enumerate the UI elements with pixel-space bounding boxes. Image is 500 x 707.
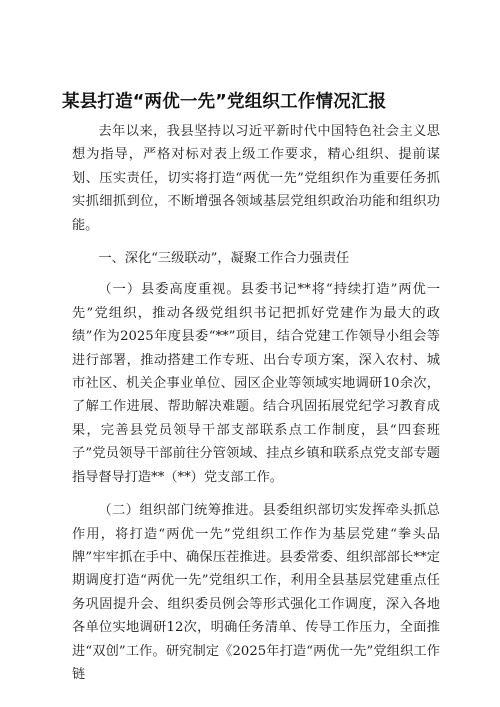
document-title: 某县打造“两优一先”党组织工作情况汇报 [62, 92, 387, 112]
section-heading-1: 一、深化“三级联动”，凝聚工作合力强责任 [98, 251, 350, 267]
paragraph-county-committee: （一）县委高度重视。县委书记**将“持续打造”两优一先”党组织，推动各级党组织书记把抓好党建作为最大的政绩”作为2025年度县委“**”项目，结合党建工作领导小组会等进行部署，推动搭建工作专班、出台专项方案，深入农村、城市社区、机关企事业单位、园区企业等领域实地调研10余次，了解工作进展、帮助解决难题。结合巩固拓展党纪学习教育成果，完善县党员领导干部支部联系点工作制度，县“四套班子”党员领导干部前往分管领域、挂点乡镇和联系点党支部专题指导督导打造**（**）党支部工作。 [72, 282, 440, 485]
paragraph-organization-department: （二）组织部门统筹推进。县委组织部切实发挥牵头抓总作用，将打造“两优一先”党组织工作作为基层党建“拳头品牌”牢牢抓在手中、确保压茬推进。县委常委、组织部部长**定期调度打造“两优一先”党组织工作，利用全县基层党建重点任务巩固提升会、组织委员例会等形式强化工作调度，深入各地各单位实地调研12次，明确任务清单、传导工作压力，全面推进“双创”工作。研究制定《2025年打造“两优一先”党组织工作链 [72, 503, 440, 682]
document-body [72, 120, 440, 694]
intro-paragraph: 去年以来，我县坚持以习近平新时代中国特色社会主义思想为指导，严格对标对表上级工作要求，精心组织、提前谋划、压实责任，切实将打造“两优一先”党组织作为重要任务抓实抓细抓到位，不断增强各领域基层党组织政治功能和组织功能。 [72, 124, 440, 233]
